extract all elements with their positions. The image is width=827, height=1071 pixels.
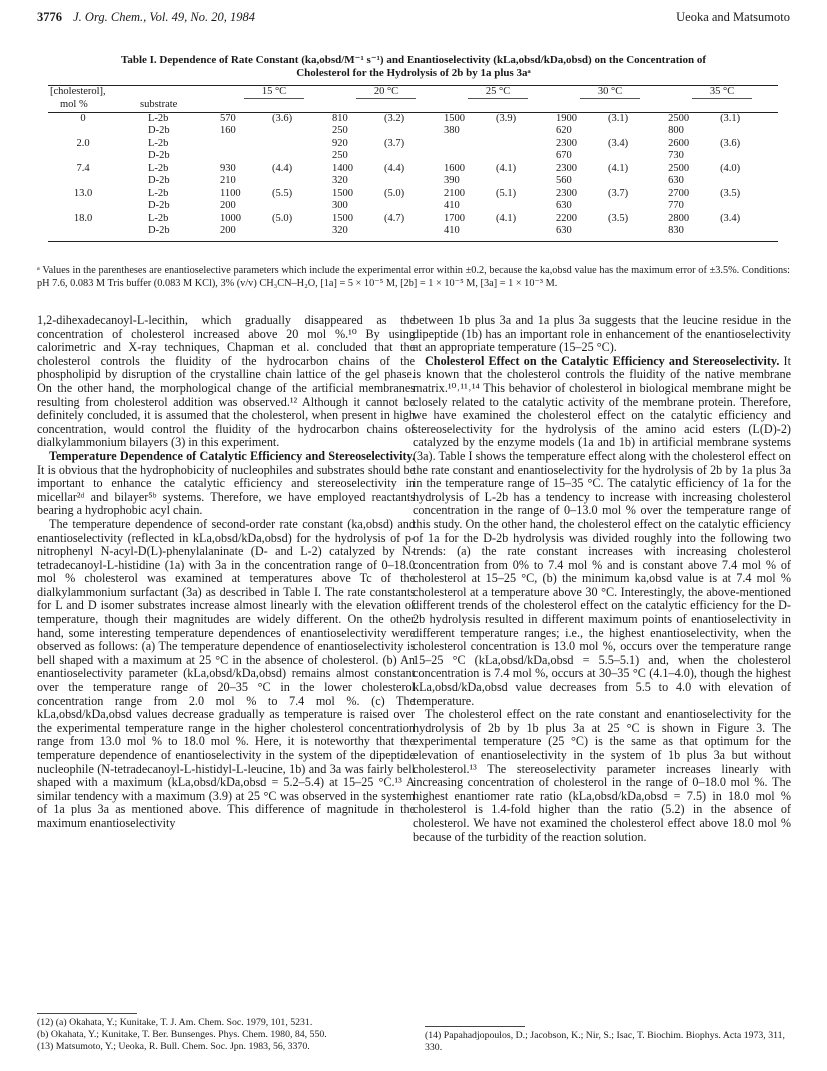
table-row — [48, 188, 778, 201]
cell-enantioselectivity — [494, 125, 554, 138]
table-row — [48, 225, 778, 241]
cell-enantioselectivity — [494, 200, 554, 213]
cell-rate-constant: 2800 — [668, 212, 690, 224]
cell-cholesterol: 18.0 — [73, 212, 93, 224]
cell-enantioselectivity: (5.5) — [272, 187, 293, 199]
cell-enantioselectivity: (3.6) — [720, 137, 741, 149]
cell-rate-constant: 630 — [668, 175, 684, 187]
cell-substrate: D-2b — [148, 125, 170, 137]
header-temp-35: 35 °C — [666, 86, 778, 100]
cell-rate-constant: 2500 — [668, 112, 690, 124]
cell-rate-constant: 410 — [444, 200, 460, 212]
footnote-rule-right — [425, 1026, 525, 1027]
cell-enantioselectivity — [606, 200, 666, 213]
cell-cholesterol — [48, 175, 118, 188]
left-paragraph-1: 1,2-dihexadecanoyl-L-lecithin, which gradually disappeared as the concentration of cholesterol increased above 20 mol %.¹⁰ By using calorimetric and X-ray techniques, Chapman et al. concluded that the cholesterol controls the fluidity of the hydrocarbon chains of the phospholipid by disruption of the crystalline chain lattice of the gel phase. On the other hand, the morphological change of the artificial membranes resulting from cholesterol addition was observed.¹² Although it cannot be definitely concluded, it is assumed that the cholesterol, when present in high concentration, would control the fluidity of the hydrocarbon chains of dialkylammonium bilayers (3) in this experiment. — [37, 313, 415, 450]
cell-rate-constant: 210 — [220, 175, 236, 187]
footnote-rule-left — [37, 1013, 137, 1014]
cell-enantioselectivity: (4.4) — [272, 162, 293, 174]
references-right — [425, 1030, 791, 1054]
table-footnote: ᵃ Values in the parentheses are enantioselective parameters which include the experimental error within ±0.2, because the ka,obsd value has the maximum error of ±3.5%. Conditions: pH 7.6, 0.083 M Tris buffer (0.083 M KCl), 3% (v/v) CH₃CN–H₂O, [1a] = 5 × 10⁻⁵ M, [2b] = 1 × 10⁻⁵ M, [3a] = 1 × 10⁻³ M. — [37, 265, 790, 289]
cell-enantioselectivity — [718, 150, 778, 163]
reference-13: (13) Matsumoto, Y.; Ueoka, R. Bull. Chem. Soc. Jpn. 1983, 56, 3370. — [37, 1041, 310, 1052]
cell-enantioselectivity: (3.6) — [272, 112, 293, 124]
cell-enantioselectivity — [270, 200, 330, 213]
table-title-line-1: Table I. Dependence of Rate Constant (ka,obsd/M⁻¹ s⁻¹) and Enantioselectivity (kLa,obsd/kDa,obsd) on the Concentration of — [121, 54, 706, 66]
reference-14: (14) Papahadjopoulos, D.; Jacobson, K.; Nir, S.; Isac, T. Biochim. Biophys. Acta 1973, 311, 330. — [425, 1030, 785, 1053]
cell-rate-constant: 2500 — [668, 162, 690, 174]
cell-enantioselectivity — [382, 225, 442, 241]
header-mol-percent: mol % — [48, 99, 118, 112]
cell-rate-constant: 920 — [332, 137, 348, 149]
cell-rate-constant: 620 — [556, 125, 572, 137]
cell-enantioselectivity: (4.7) — [384, 212, 405, 224]
table-row — [48, 175, 778, 188]
cell-enantioselectivity: (3.2) — [384, 112, 405, 124]
cell-enantioselectivity: (3.9) — [496, 112, 517, 124]
cell-rate-constant: 2300 — [556, 187, 578, 199]
cell-enantioselectivity — [270, 150, 330, 163]
cell-rate-constant — [218, 138, 270, 151]
cell-enantioselectivity: (4.0) — [720, 162, 741, 174]
cell-rate-constant: 630 — [556, 200, 572, 212]
cell-rate-constant: 320 — [332, 175, 348, 187]
cell-enantioselectivity — [606, 125, 666, 138]
cell-substrate: D-2b — [118, 225, 218, 241]
cell-rate-constant: 630 — [554, 225, 606, 241]
table-row — [48, 112, 778, 125]
cell-rate-constant: 1500 — [332, 187, 354, 199]
cell-rate-constant: 800 — [668, 125, 684, 137]
page-number: 3776 — [37, 10, 62, 24]
cell-enantioselectivity — [718, 200, 778, 213]
header-temp-30: 30 °C — [554, 86, 666, 100]
left-paragraph-3: The temperature dependence of second-order rate constant (ka,obsd) and enantioselectivity (reflected in kLa,obsd/kDa,obsd) for the hydrolysis of p-nitrophenyl N-acyl-D(L)-phenylalaninate (D- and L-2) catalyzed by N-tetradecanoyl-L-histidine (1a) with 3a in the concentration range of 0–18.0 mol % cholesterol was examined at temperatures above Tc of the dialkylammonium surfactant (3a) as described in Table I. The rate constants for L and D isomer substrates increase almost linearly with the elevation of temperature, though their magnitudes are widely different. On the other hand, some interesting temperature dependences of enantioselectivity were observed as follows: (a) The temperature dependence of enantioselectivity is bell shaped with a maximum at 25 °C in the absence of cholesterol. (b) An enantioselectivity parameter (kLa,obsd/kDa,obsd) remains almost constant over the temperature range of 20–35 °C in the lower cholesterol concentration range from 2.0 mol % to 7.4 mol %. (c) The kLa,obsd/kDa,obsd values decrease gradually as temperature is raised over the experimental temperature range in the higher cholesterol concentration range from 13.0 mol % to 18.0 mol %. Here, it is noteworthy that the temperature dependence of enantioselectivity in the system of the dipeptide nucleophile (N-tetradecanoyl-L-histidyl-L-leucine, 1b) and 3a was fairly bell shaped with a maximum (kLa,obsd/kDa,obsd = 5.2–5.4) at 15–25 °C.¹³ A similar tendency with a maximum (3.9) at 25 °C was observed in the system of 1a plus 3a as mentioned above. This difference of magnitude in the maximum enantioselectivity — [37, 516, 415, 830]
cell-cholesterol — [48, 125, 118, 138]
cell-cholesterol: 13.0 — [73, 187, 93, 199]
cell-enantioselectivity: (5.0) — [272, 212, 293, 224]
cell-enantioselectivity — [494, 225, 554, 241]
cell-enantioselectivity: (3.1) — [608, 112, 629, 124]
cell-rate-constant: 1500 — [444, 112, 466, 124]
right-column — [413, 314, 791, 844]
table-row — [48, 163, 778, 176]
cell-enantioselectivity — [382, 150, 442, 163]
running-head-left — [37, 10, 255, 25]
cell-cholesterol: 7.4 — [76, 162, 90, 174]
cell-enantioselectivity — [382, 125, 442, 138]
left-column — [37, 314, 415, 831]
cell-enantioselectivity — [270, 125, 330, 138]
cell-enantioselectivity: (3.5) — [608, 212, 629, 224]
cell-rate-constant: 410 — [442, 225, 494, 241]
cell-rate-constant: 250 — [332, 150, 348, 162]
table-row — [48, 150, 778, 163]
right-paragraph-1: between 1b plus 3a and 1a plus 3a suggests that the leucine residue in the dipeptide (1b) has an important role in enhancement of the enantioselectivity at an appropriate temperature (15–25 °C). — [413, 313, 791, 355]
cell-enantioselectivity — [606, 175, 666, 188]
cell-rate-constant: 2700 — [668, 187, 690, 199]
cell-rate-constant: 2300 — [556, 162, 578, 174]
table-title-line-2: Cholesterol for the Hydrolysis of 2b by 1a plus 3aᵃ — [296, 67, 531, 79]
cell-rate-constant: 320 — [330, 225, 382, 241]
section-heading-cholesterol: Cholesterol Effect on the Catalytic Efficiency and Stereoselectivity. — [425, 353, 780, 368]
cell-rate-constant: 930 — [220, 162, 236, 174]
table-row — [48, 138, 778, 151]
cell-rate-constant: 770 — [668, 200, 684, 212]
header-temp-15: 15 °C — [218, 86, 330, 100]
table-body — [48, 112, 778, 241]
references-left — [37, 1017, 415, 1053]
data-table — [48, 85, 778, 242]
right-paragraph-2: Cholesterol Effect on the Catalytic Efficiency and Stereoselectivity. It is known that the cholesterol controls the fluidity of the native membrane matrix.¹⁰˒¹¹˒¹⁴ This behavior of cholesterol in biological membrane might be closely related to the catalytic activity of the membrane protein. Therefore, we have examined the cholesterol effect on the catalytic efficiency and stereoselectivity for the hydrolysis of the amino acid esters (L(D)-2) catalyzed by the enzyme models (1a and 1b) in artificial membrane systems (3a). Table I shows the temperature effect along with the cholesterol effect on the rate constant and enantioselectivity for the hydrolysis of 2b by 1a plus 3a in the temperature range of 15–35 °C. The catalytic efficiency of 1a for the hydrolysis of L-2b has a tendency to increase with increasing cholesterol concentration in the range of 0–13.0 mol % over the temperature range of this study. On the other hand, the cholesterol effect on the catalytic efficiency of 1a for the D-2b hydrolysis was divided roughly into the following two trends: (a) the rate constant increases with increasing cholesterol concentration from 0% to 7.4 mol % and is constant above 7.4 mol % of cholesterol at 15–25 °C, (b) the minimum ka,obsd value is at 7.4 mol % cholesterol at a temperature above 30 °C. Interestingly, the above-mentioned different trends of the cholesterol effect on the catalytic efficiency for the D-2b hydrolysis resulted in different maximum points of enantioselectivity in different temperature ranges; i.e., the highest enantioselectivity, when the cholesterol concentration is 13.0 mol %, occurs over the temperature range 15–25 °C (kLa,obsd/kDa,obsd = 5.5–5.1) and, when the cholesterol concentration is 7.4 mol %, occurs at 30–35 °C (4.1–4.0), though the highest kLa,obsd/kDa,obsd value decreases from 5.5 to 4.0 with elevation of temperature. — [413, 353, 791, 708]
cell-rate-constant: 2300 — [556, 137, 578, 149]
cell-enantioselectivity — [382, 200, 442, 213]
cell-cholesterol: 0 — [80, 112, 86, 124]
cell-enantioselectivity — [718, 125, 778, 138]
table-title — [60, 54, 767, 80]
header-substrate: substrate — [118, 99, 218, 112]
cell-enantioselectivity — [382, 175, 442, 188]
cell-rate-constant: 300 — [332, 200, 348, 212]
cell-rate-constant: 1500 — [332, 212, 354, 224]
cell-enantioselectivity — [606, 150, 666, 163]
cell-enantioselectivity — [606, 225, 666, 241]
cell-rate-constant: 570 — [220, 112, 236, 124]
journal-citation: J. Org. Chem., Vol. 49, No. 20, 1984 — [73, 10, 255, 24]
header-temp-20: 20 °C — [330, 86, 442, 100]
cell-enantioselectivity: (4.1) — [496, 162, 517, 174]
cell-substrate: D-2b — [148, 175, 170, 187]
cell-rate-constant: 380 — [444, 125, 460, 137]
cell-enantioselectivity: (3.7) — [608, 187, 629, 199]
cell-enantioselectivity — [270, 225, 330, 241]
cell-rate-constant: 1700 — [444, 212, 466, 224]
cell-rate-constant: 250 — [332, 125, 348, 137]
cell-rate-constant: 160 — [220, 125, 236, 137]
cell-rate-constant — [218, 150, 270, 163]
cell-rate-constant: 200 — [218, 225, 270, 241]
cell-substrate: L-2b — [148, 187, 169, 199]
cell-enantioselectivity — [494, 175, 554, 188]
cell-substrate: L-2b — [148, 137, 169, 149]
reference-12a: (12) (a) Okahata, Y.; Kunitake, T. J. Am. Chem. Soc. 1979, 101, 5231. — [37, 1017, 313, 1028]
cell-rate-constant — [442, 150, 494, 163]
cell-rate-constant: 670 — [556, 150, 572, 162]
cell-substrate: L-2b — [148, 212, 169, 224]
table-row — [48, 200, 778, 213]
cell-enantioselectivity — [718, 175, 778, 188]
header-cholesterol: [cholesterol], — [48, 86, 118, 100]
cell-cholesterol: 2.0 — [76, 137, 90, 149]
cell-enantioselectivity — [494, 150, 554, 163]
cell-enantioselectivity: (4.4) — [384, 162, 405, 174]
cell-rate-constant: 830 — [666, 225, 718, 241]
cell-rate-constant: 2600 — [668, 137, 690, 149]
cell-rate-constant: 1000 — [220, 212, 241, 224]
cell-rate-constant: 2100 — [444, 187, 466, 199]
cell-rate-constant: 1100 — [220, 187, 241, 199]
cell-rate-constant: 1600 — [444, 162, 466, 174]
cell-cholesterol — [48, 200, 118, 213]
cell-enantioselectivity — [270, 138, 330, 151]
table-row — [48, 125, 778, 138]
cell-enantioselectivity: (4.1) — [608, 162, 629, 174]
cell-cholesterol — [48, 150, 118, 163]
running-head — [37, 10, 790, 28]
cell-rate-constant: 730 — [668, 150, 684, 162]
header-temp-25: 25 °C — [442, 86, 554, 100]
cell-substrate: D-2b — [148, 150, 170, 162]
cell-rate-constant: 560 — [556, 175, 572, 187]
cell-rate-constant: 390 — [444, 175, 460, 187]
cell-enantioselectivity — [718, 225, 778, 241]
cell-enantioselectivity: (3.7) — [384, 137, 405, 149]
cell-enantioselectivity — [270, 175, 330, 188]
cell-cholesterol — [48, 225, 118, 241]
cell-enantioselectivity: (4.1) — [496, 212, 517, 224]
left-paragraph-2: Temperature Dependence of Catalytic Efficiency and Stereoselectivity. It is obvious that the hydrophobicity of nucleophiles and substrates should be important to enhance the catalytic efficiency and stereoselectivity in micellar²ᵈ and bilayer⁵ᵇ systems. Therefore, we have employed reactants bearing a hydrophobic acyl chain. — [37, 448, 415, 518]
running-head-authors: Ueoka and Matsumoto — [676, 10, 790, 24]
cell-enantioselectivity — [494, 138, 554, 151]
cell-enantioselectivity: (5.1) — [496, 187, 517, 199]
right-paragraph-3: The cholesterol effect on the rate constant and enantioselectivity for the hydrolysis of 2b by 1b plus 3a at 25 °C is shown in Figure 3. The experimental temperature (25 °C) is the same as that optimum for the elevation of enantioselectivity in the system of 1b plus 3a but without cholesterol.¹³ The stereoselectivity parameter increases linearly with increasing concentration of cholesterol in the range of 0–18.0 mol %. The highest enantiomer rate ratio (kLa,obsd/kDa,obsd = 7.5) in 18.0 mol % cholesterol is 1.4-fold higher than the ratio (5.2) in the absence of cholesterol. We have not examined the cholesterol effect above 18.0 mol % because of the turbidity of the reaction solution. — [413, 707, 791, 844]
cell-rate-constant: 200 — [220, 200, 236, 212]
cell-rate-constant: 810 — [332, 112, 348, 124]
cell-enantioselectivity: (3.5) — [720, 187, 741, 199]
reference-12b: (b) Okahata, Y.; Kunitake, T. Ber. Bunsenges. Phys. Chem. 1980, 84, 550. — [37, 1029, 327, 1040]
cell-substrate: L-2b — [148, 112, 169, 124]
section-heading-temperature: Temperature Dependence of Catalytic Efficiency and Stereoselectivity. — [49, 448, 415, 463]
cell-enantioselectivity: (3.4) — [608, 137, 629, 149]
cell-enantioselectivity: (5.0) — [384, 187, 405, 199]
cell-rate-constant — [442, 138, 494, 151]
table-row — [48, 213, 778, 226]
cell-substrate: L-2b — [148, 162, 169, 174]
cell-rate-constant: 1400 — [332, 162, 354, 174]
cell-rate-constant: 2200 — [556, 212, 578, 224]
cell-enantioselectivity: (3.4) — [720, 212, 741, 224]
cell-rate-constant: 1900 — [556, 112, 578, 124]
cell-substrate: D-2b — [148, 200, 170, 212]
cell-enantioselectivity: (3.1) — [720, 112, 741, 124]
